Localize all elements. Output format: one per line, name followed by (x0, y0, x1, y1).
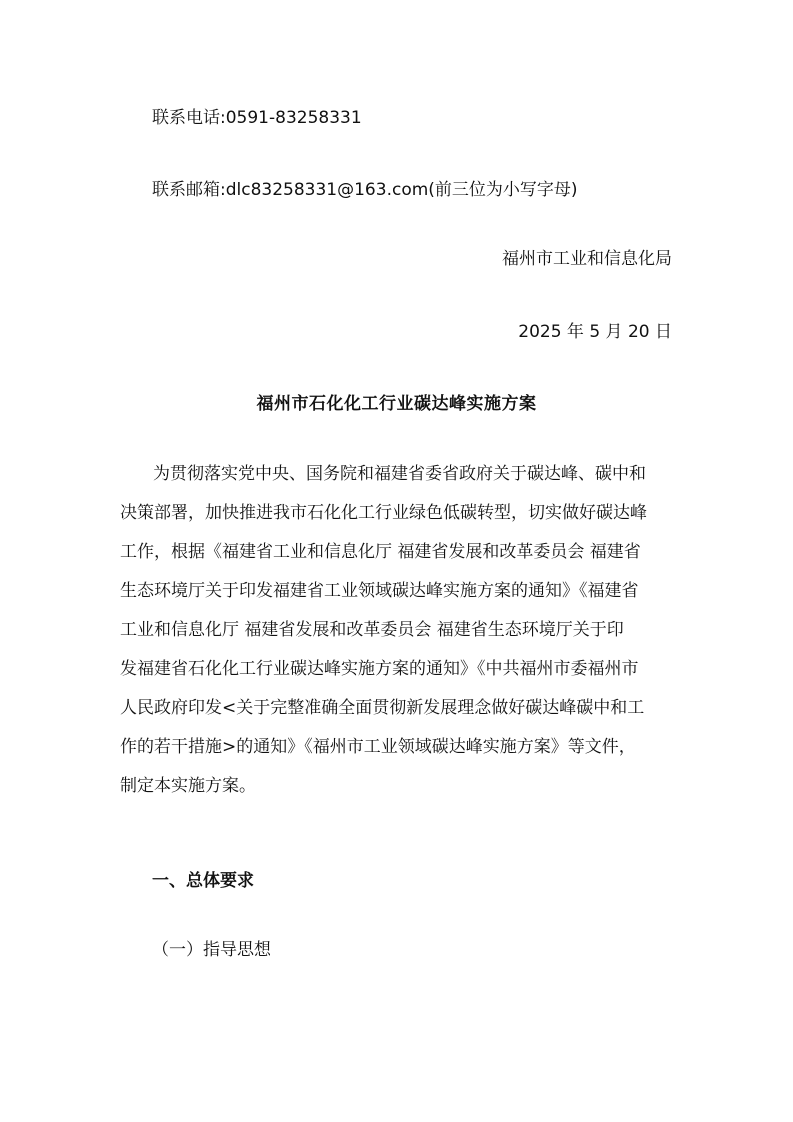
subsection-heading: （一）指导思想 (152, 940, 271, 960)
intro-line: 发福建省石化化工行业碳达峰实施方案的通知》《中共福州市委福州市 (120, 659, 639, 679)
intro-line: 工业和信息化厅 福建省发展和改革委员会 福建省生态环境厅关于印 (120, 620, 624, 640)
issue-date: 2025 年 5 月 20 日 (518, 322, 672, 342)
contact-phone: 联系电话:0591-83258331 (152, 108, 362, 128)
section-heading: 一、总体要求 (152, 871, 254, 891)
document-title: 福州市石化化工行业碳达峰实施方案 (256, 394, 537, 414)
intro-line: 制定本实施方案。 (120, 776, 256, 796)
intro-line: 人民政府印发<关于完整准确全面贯彻新发展理念做好碳达峰碳中和工 (120, 698, 645, 718)
intro-line: 生态环境厅关于印发福建省工业领域碳达峰实施方案的通知》《福建省 (120, 581, 639, 601)
intro-line: 为贯彻落实党中央、国务院和福建省委省政府关于碳达峰、碳中和 (153, 464, 646, 484)
intro-line: 作的若干措施>的通知》《福州市工业领域碳达峰实施方案》等文件， (120, 737, 636, 757)
issuer-signature: 福州市工业和信息化局 (502, 249, 672, 269)
intro-line: 决策部署，加快推进我市石化化工行业绿色低碳转型，切实做好碳达峰 (120, 503, 647, 523)
intro-paragraph (120, 462, 680, 813)
intro-line: 工作，根据《福建省工业和信息化厅 福建省发展和改革委员会 福建省 (120, 542, 641, 562)
contact-email: 联系邮箱:dlc83258331@163.com(前三位为小写字母) (152, 180, 578, 200)
